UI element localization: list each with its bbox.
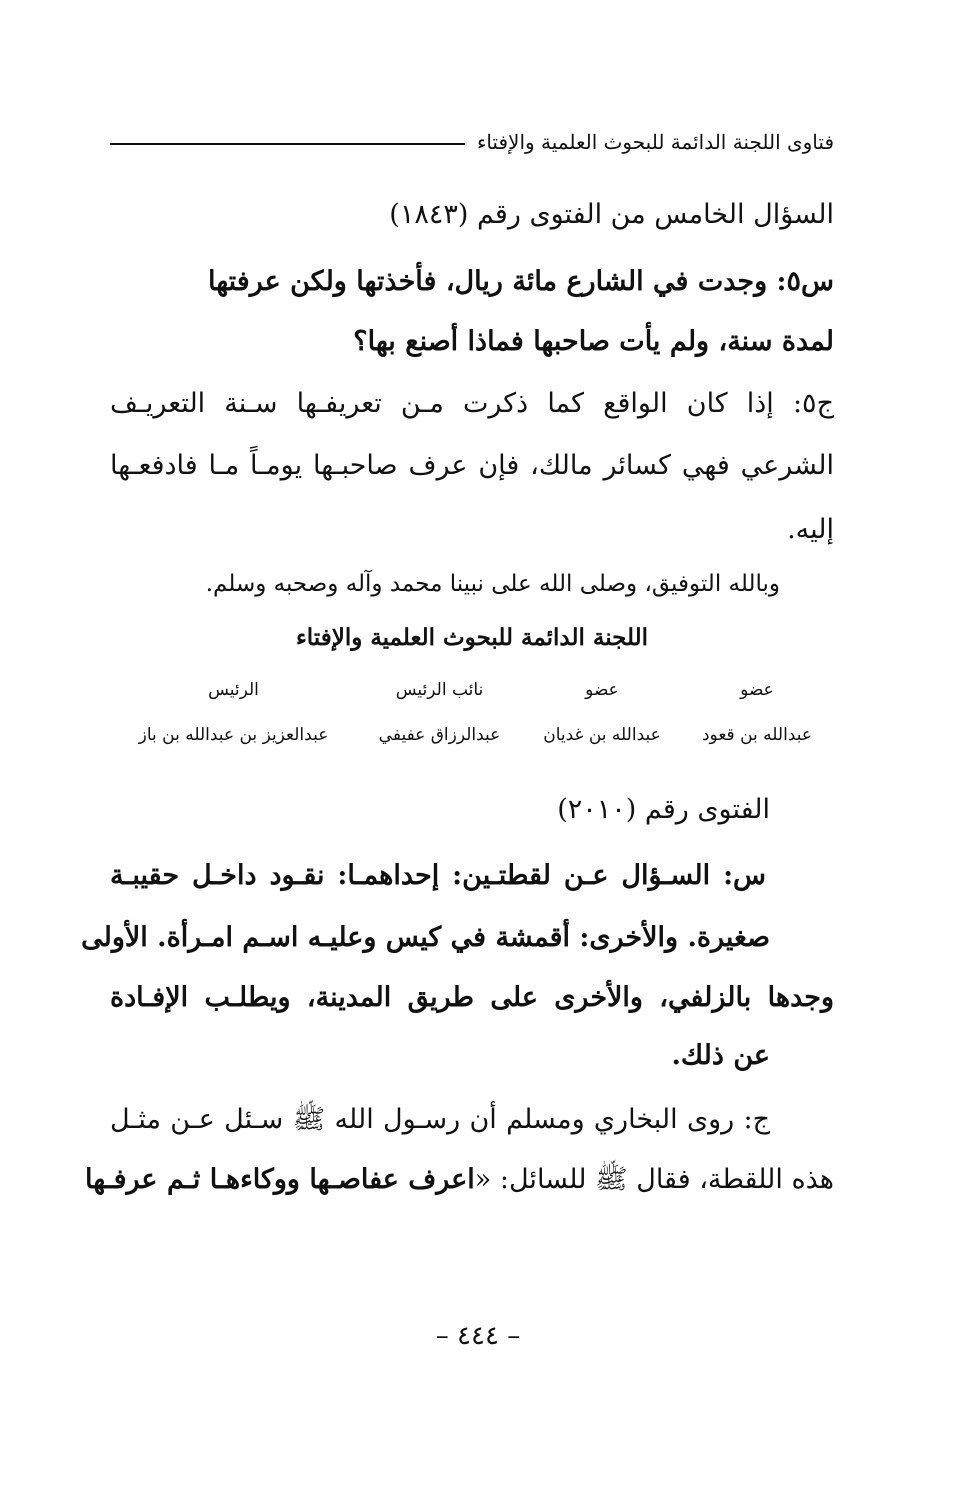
fatwa-2-question-line-3: وجدها بالزلفي، والأخرى على طريق المدينة، ويطلـب الإفـادة <box>110 982 834 1013</box>
fatwa-1-answer-line-3: إليه. <box>787 514 834 545</box>
fatwa-1-answer-line-1: ج٥: إذا كان الواقع كما ذكرت مـن تعريفـها سـنة التعريـف <box>110 388 834 419</box>
committee-name: اللجنة الدائمة للبحوث العلمية والإفتاء <box>295 624 649 651</box>
fatwa-2-answer-line-2 <box>85 1160 834 1200</box>
signature-name-member-1: عبدالله بن قعود <box>701 725 812 745</box>
fatwa-2-intro: الفتوى رقم (٢٠١٠) <box>557 794 770 825</box>
signature-role-member-2: عضو <box>585 680 619 700</box>
fatwa-2-answer-line-1: ج: روى البخاري ومسلم أن رسـول الله ﷺ سـئل عـن مثـل <box>110 1104 770 1135</box>
fatwa-2-answer-line-2-quote: اعرف عفاصـها ووكاءهـا ثـم عرفـها <box>85 1164 475 1195</box>
fatwa-2-question-line-1: س: السـؤال عـن لقطتـين: إحداهمـا: نقـود داخـل حقيبـة <box>110 860 766 891</box>
fatwa-1-answer-line-2: الشرعي فهي كسائر مالك، فإن عرف صاحبـها يومـاً مـا فادفعـها <box>110 450 834 481</box>
signature-names <box>110 721 832 749</box>
signature-roles <box>110 676 832 704</box>
fatwa-1-intro: السؤال الخامس من الفتوى رقم (١٨٤٣) <box>389 199 834 230</box>
fatwa-1-question-line-1: س٥: وجدت في الشارع مائة ريال، فأخذتها ولكن عرفتها <box>207 266 834 297</box>
signature-role-president: الرئيس <box>208 680 259 700</box>
signature-role-member-1: عضو <box>740 680 774 700</box>
fatwa-1-closing: وبالله التوفيق، وصلى الله على نبينا محمد وآله وصحبه وسلم. <box>205 571 780 597</box>
signature-name-vice-president: عبدالرزاق عفيفي <box>378 725 501 745</box>
fatwa-2-answer-line-2-plain: هذه اللقطة، فقال ﷺ للسائل: « <box>474 1164 834 1195</box>
header-title: فتاوى اللجنة الدائمة للبحوث العلمية والإفتاء <box>476 130 834 154</box>
signature-name-president: عبدالعزيز بن عبدالله بن باز <box>138 725 329 745</box>
page-number: – ٤٤٤ – <box>435 1321 521 1351</box>
running-header <box>110 122 834 162</box>
signature-name-member-2: عبدالله بن غديان <box>543 725 661 745</box>
fatwa-1-question-line-2: لمدة سنة، ولم يأت صاحبها فماذا أصنع بها؟ <box>353 326 834 357</box>
fatwa-2-question-line-2: صغيرة. والأخرى: أقمشة في كيس وعليـه اسـم امـرأة. الأولى <box>81 922 770 953</box>
fatwa-2-question-line-4: عن ذلك. <box>671 1040 770 1071</box>
signature-role-vice-president: نائب الرئيس <box>395 680 484 700</box>
header-rule <box>110 143 465 145</box>
